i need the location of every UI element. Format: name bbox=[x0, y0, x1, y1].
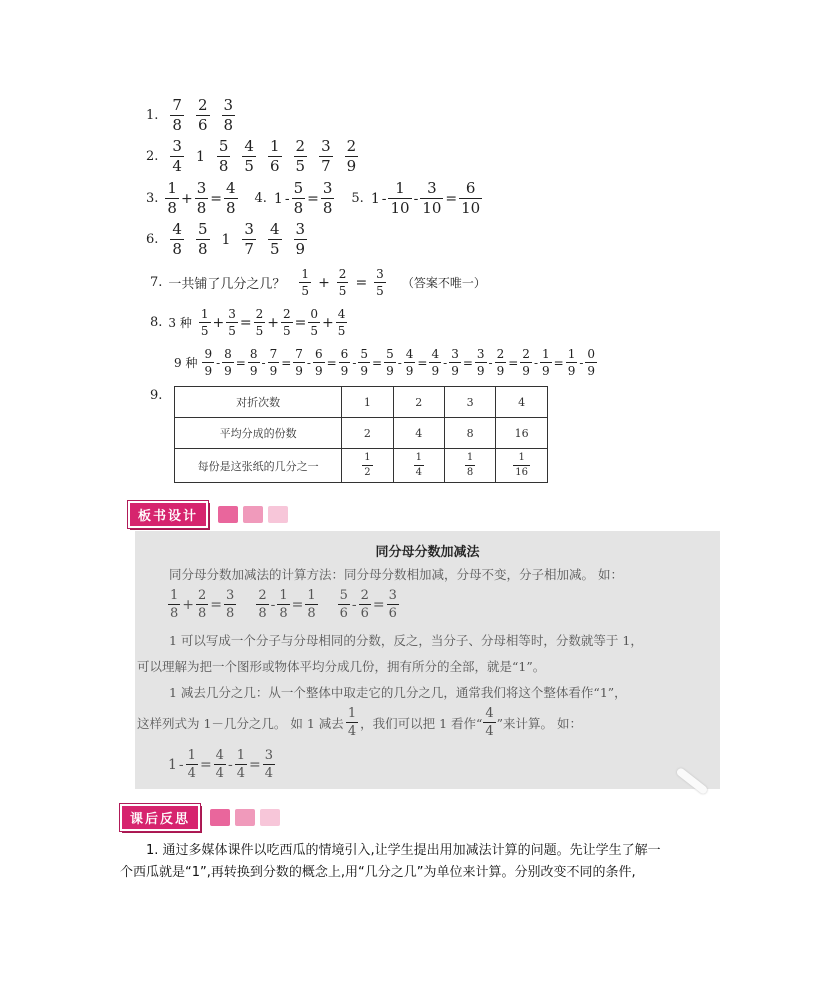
answer-number: 4. bbox=[254, 191, 267, 206]
table-cell: $\frac{1}{2}$ bbox=[342, 449, 393, 483]
fraction: $\frac{2}{9}$ bbox=[346, 137, 357, 175]
board-text-line: 1 可以写成一个分子与分母相同的分数，反之，当分子、分母相等时，分数就等于 1， bbox=[169, 633, 643, 648]
fraction: $\frac{1}{9}$ bbox=[567, 347, 576, 378]
fraction: $\frac{1}{5}$ bbox=[200, 307, 209, 338]
fraction: $\frac{3}{9}$ bbox=[295, 220, 306, 258]
minus-sign: - bbox=[381, 190, 387, 207]
equation-chain bbox=[198, 308, 349, 337]
kinds-label: 9 种 bbox=[174, 356, 198, 370]
section-banner-board-design bbox=[128, 501, 288, 528]
equals-sign: = bbox=[326, 355, 337, 370]
whole-number: 1 bbox=[221, 231, 231, 248]
blackboard-panel bbox=[135, 531, 720, 789]
equals-sign: = bbox=[445, 190, 458, 207]
table-cell: 4 bbox=[496, 387, 548, 418]
fraction: $\frac{3}{9}$ bbox=[451, 347, 459, 378]
table-cell: $\frac{1}{8}$ bbox=[444, 449, 495, 483]
fraction: $\frac{3}{10}$ bbox=[422, 179, 442, 217]
fraction: $\frac{3}{8}$ bbox=[223, 96, 234, 134]
answer-number: 3. bbox=[146, 191, 159, 206]
equation-chain bbox=[201, 348, 598, 377]
fraction: $\frac{1}{10}$ bbox=[390, 179, 410, 217]
answer-number: 8. bbox=[150, 315, 163, 330]
fraction: $\frac{4}{8}$ bbox=[172, 220, 182, 258]
minus-sign: - bbox=[284, 190, 290, 207]
answer-1 bbox=[146, 98, 241, 133]
board-text-line: 可以理解为把一个图形或物体平均分成几份，拥有所分的全部，就是“1”。 bbox=[137, 659, 546, 674]
whole-number: 1 bbox=[195, 148, 205, 165]
equals-sign: = bbox=[372, 355, 383, 370]
banner-square bbox=[218, 506, 238, 523]
minus-sign: - bbox=[579, 355, 584, 370]
fraction: $\frac{2}{5}$ bbox=[338, 267, 347, 298]
banner-label: 课后反思 bbox=[120, 804, 200, 831]
banner-square bbox=[268, 506, 288, 523]
plus-sign: + bbox=[180, 190, 193, 207]
fraction: $\frac{5}{8}$ bbox=[197, 220, 208, 258]
fraction: $\frac{1}{9}$ bbox=[542, 347, 550, 378]
equals-sign: = bbox=[355, 274, 368, 291]
banner-label: 板书设计 bbox=[128, 501, 208, 528]
answer-number: 6. bbox=[146, 232, 159, 247]
section-banner-reflection bbox=[120, 804, 280, 831]
fraction: $\frac{6}{10}$ bbox=[461, 179, 481, 217]
fraction: $\frac{2}{9}$ bbox=[496, 347, 505, 378]
fraction: $\frac{5}{9}$ bbox=[360, 347, 369, 378]
equals-sign: = bbox=[553, 355, 564, 370]
fraction: $\frac{3}{5}$ bbox=[376, 267, 384, 298]
question-text: 一共铺了几分之几？ bbox=[168, 277, 286, 292]
fraction: $\frac{5}{9}$ bbox=[386, 347, 394, 378]
fraction: $\frac{4}{5}$ bbox=[269, 220, 280, 258]
fraction: $\frac{3}{7}$ bbox=[244, 220, 254, 258]
answer-8-three-ways bbox=[150, 308, 348, 337]
answer-2 bbox=[146, 139, 364, 174]
banner-square bbox=[260, 809, 280, 826]
board-text-line: 这样列式为 1－几分之几。 如 1 减去 $\frac{1}{4}$ ，我们可以把 1 看作“ $\frac{4}{4}$ ”来计算。 如： bbox=[137, 706, 583, 739]
fraction: $\frac{2}{5}$ bbox=[255, 307, 264, 338]
fraction: $\frac{4}{5}$ bbox=[244, 137, 254, 175]
fraction: $\frac{6}{9}$ bbox=[340, 347, 349, 378]
minus-sign: - bbox=[397, 355, 402, 370]
table-cell: 2 bbox=[342, 418, 393, 449]
board-text-line: 1 减去几分之几：从一个整体中取走它的几分之几，通常我们将这个整体看作“1”， bbox=[169, 685, 627, 700]
minus-sign: - bbox=[261, 355, 266, 370]
equals-sign: = bbox=[417, 355, 428, 370]
fraction: $\frac{6}{9}$ bbox=[314, 347, 323, 378]
answer-6 bbox=[146, 222, 313, 257]
board-examples: $\frac{1}{8}$ + $\frac{2}{8}$ = $\frac{3}{8}$ $\frac{2}{8}$ - $\frac{1}{8}$ = $\frac{1}{8}$ $\frac{5}{6}$ - $\frac{2}{6}$ = $\frac{3}{6}$ bbox=[170, 588, 397, 621]
table-cell: 3 bbox=[444, 387, 495, 418]
answer-number: 9. bbox=[150, 388, 163, 403]
fraction: $\frac{3}{8}$ bbox=[322, 179, 333, 217]
fraction: $\frac{8}{9}$ bbox=[249, 347, 258, 378]
fraction: $\frac{5}{8}$ bbox=[218, 137, 229, 175]
plus-sign: + bbox=[267, 314, 279, 331]
fraction: $\frac{4}{8}$ bbox=[225, 179, 236, 217]
fraction: $\frac{3}{8}$ bbox=[196, 179, 207, 217]
fraction: $\frac{3}{9}$ bbox=[476, 347, 485, 378]
fraction: $\frac{1}{8}$ bbox=[167, 179, 177, 217]
table-row bbox=[175, 418, 548, 449]
minus-sign: - bbox=[443, 355, 448, 370]
table-row bbox=[175, 449, 548, 483]
chalk-icon bbox=[675, 767, 708, 795]
table-cell: 2 bbox=[393, 387, 444, 418]
fraction: $\frac{2}{5}$ bbox=[282, 307, 291, 338]
minus-sign: - bbox=[488, 355, 493, 370]
minus-sign: - bbox=[216, 355, 221, 370]
whole-number: 1 bbox=[370, 190, 380, 207]
answer-number: 2. bbox=[146, 149, 159, 164]
banner-square bbox=[210, 809, 230, 826]
answer-3-4-5 bbox=[146, 181, 483, 216]
table-cell: 8 bbox=[444, 418, 495, 449]
folding-table bbox=[174, 386, 548, 483]
equals-sign: = bbox=[294, 314, 307, 331]
fraction: $\frac{0}{9}$ bbox=[587, 347, 596, 378]
fraction: $\frac{2}{6}$ bbox=[197, 96, 208, 134]
fraction: $\frac{2}{9}$ bbox=[522, 347, 530, 378]
board-text-line: 同分母分数加减法的计算方法：同分母分数相加减，分母不变，分子相加减。 如： bbox=[169, 567, 623, 582]
plus-sign: + bbox=[322, 314, 334, 331]
table-cell: $\frac{1}{4}$ bbox=[393, 449, 444, 483]
equals-sign: = bbox=[508, 355, 519, 370]
fraction: $\frac{5}{8}$ bbox=[293, 179, 304, 217]
fraction: $\frac{7}{8}$ bbox=[172, 96, 182, 134]
equals-sign: = bbox=[281, 355, 292, 370]
table-cell: $\frac{1}{16}$ bbox=[496, 449, 548, 483]
fraction: $\frac{4}{5}$ bbox=[337, 307, 346, 338]
minus-sign: - bbox=[306, 355, 311, 370]
minus-sign: - bbox=[413, 190, 419, 207]
minus-sign: - bbox=[533, 355, 538, 370]
fraction: $\frac{1}{5}$ bbox=[301, 267, 310, 298]
fraction: $\frac{1}{6}$ bbox=[269, 137, 280, 175]
whole-number: 1 bbox=[273, 190, 283, 207]
answer-7 bbox=[150, 268, 486, 297]
equals-sign: = bbox=[210, 190, 222, 207]
fraction: $\frac{7}{9}$ bbox=[295, 347, 303, 378]
reflection-line: 1. 通过多媒体课件以吃西瓜的情境引入,让学生提出用加减法计算的问题。先让学生了解一 bbox=[146, 843, 661, 858]
banner-square bbox=[235, 809, 255, 826]
fraction: $\frac{4}{9}$ bbox=[431, 347, 440, 378]
board-title: 同分母分数加减法 bbox=[375, 545, 480, 560]
answer-number: 7. bbox=[150, 275, 163, 290]
fraction: $\frac{4}{9}$ bbox=[405, 347, 414, 378]
fraction: $\frac{0}{5}$ bbox=[310, 307, 318, 338]
table-cell: 4 bbox=[393, 418, 444, 449]
table-row bbox=[175, 387, 548, 418]
note-text: （答案不唯一） bbox=[401, 276, 486, 290]
fraction: $\frac{3}{4}$ bbox=[172, 137, 182, 175]
equals-sign: = bbox=[235, 355, 246, 370]
kinds-label: 3 种 bbox=[168, 316, 192, 330]
plus-sign: + bbox=[318, 274, 330, 291]
table-cell: 16 bbox=[496, 418, 548, 449]
plus-sign: + bbox=[212, 314, 225, 331]
fraction: $\frac{8}{9}$ bbox=[224, 347, 232, 378]
equals-sign: = bbox=[462, 355, 473, 370]
reflection-line: 个西瓜就是“1”,再转换到分数的概念上,用“几分之几”为单位来计算。分别改变不同的条件, bbox=[120, 865, 636, 880]
banner-square bbox=[243, 506, 263, 523]
table-cell: 1 bbox=[342, 387, 393, 418]
equals-sign: = bbox=[239, 314, 252, 331]
fraction: $\frac{7}{9}$ bbox=[269, 347, 278, 378]
answer-8-nine-ways bbox=[174, 348, 598, 377]
fraction: $\frac{9}{9}$ bbox=[204, 347, 213, 378]
fraction: $\frac{3}{7}$ bbox=[321, 137, 331, 175]
table-cell-label: 平均分成的份数 bbox=[175, 418, 342, 449]
answer-number: 5. bbox=[351, 191, 364, 206]
table-cell-label: 每份是这张纸的几分之一 bbox=[175, 449, 342, 483]
minus-sign: - bbox=[352, 355, 357, 370]
fraction: $\frac{3}{5}$ bbox=[228, 307, 236, 338]
answer-number: 1. bbox=[146, 108, 159, 123]
board-final-equation: 1 - $\frac{1}{4}$ = $\frac{4}{4}$ - $\frac{1}{4}$ = $\frac{3}{4}$ bbox=[168, 748, 273, 781]
fraction: $\frac{2}{5}$ bbox=[295, 137, 306, 175]
table-cell-label: 对折次数 bbox=[175, 387, 342, 418]
equals-sign: = bbox=[307, 190, 319, 207]
